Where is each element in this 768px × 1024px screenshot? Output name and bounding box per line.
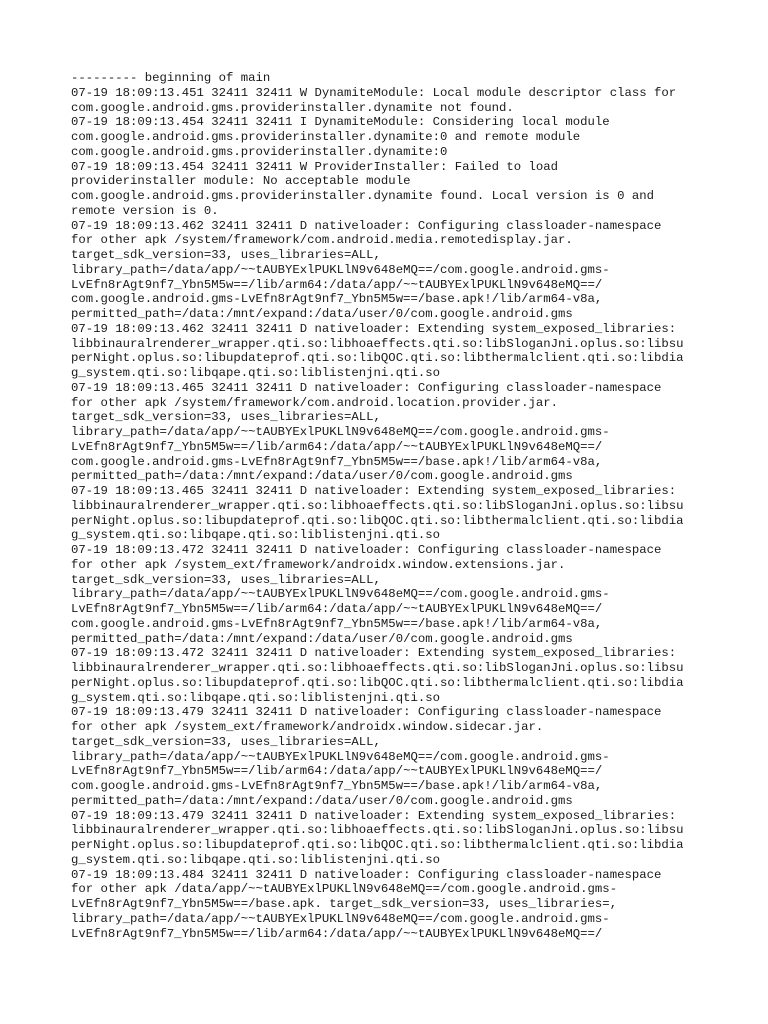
log-line: libbinauralrenderer_wrapper.qti.so:libhoaeffects.qti.so:libSloganJni.oplus.so:libsu xyxy=(71,661,684,675)
log-line: perNight.oplus.so:libupdateprof.qti.so:libQOC.qti.so:libthermalclient.qti.so:libdia xyxy=(71,675,684,690)
log-line: 07-19 18:09:13.472 32411 32411 D nativeloader: Extending system_exposed_libraries: xyxy=(71,646,677,661)
log-line: for other apk /system_ext/framework/androidx.window.extensions.jar. xyxy=(71,557,566,572)
log-line: target_sdk_version=33, uses_libraries=ALL, xyxy=(71,410,381,425)
log-line: for other apk /data/app/~~tAUBYExlPUKLlN9v648eMQ==/com.google.android.gms- xyxy=(71,882,618,897)
log-line: perNight.oplus.so:libupdateprof.qti.so:libQOC.qti.so:libthermalclient.qti.so:libdia xyxy=(71,838,684,852)
log-line: LvEfn8rAgt9nf7_Ybn5M5w==/lib/arm64:/data/app/~~tAUBYExlPUKLlN9v648eMQ==/ xyxy=(71,277,603,292)
log-line: 07-19 18:09:13.454 32411 32411 I DynamiteModule: Considering local module xyxy=(71,115,610,130)
log-line: libbinauralrenderer_wrapper.qti.so:libhoaeffects.qti.so:libSloganJni.oplus.so:libsu xyxy=(71,823,684,838)
log-line: g_system.qti.so:libqape.qti.so:liblistenjni.qti.so xyxy=(71,690,440,705)
log-line: target_sdk_version=33, uses_libraries=ALL, xyxy=(71,248,381,262)
log-line: library_path=/data/app/~~tAUBYExlPUKLlN9v648eMQ==/com.google.android.gms- xyxy=(71,587,610,602)
log-line: perNight.oplus.so:libupdateprof.qti.so:libQOC.qti.so:libthermalclient.qti.so:libdia xyxy=(71,513,684,528)
log-line: com.google.android.gms.providerinstaller.dynamite:0 xyxy=(71,144,448,159)
log-line: library_path=/data/app/~~tAUBYExlPUKLlN9v648eMQ==/com.google.android.gms- xyxy=(71,262,610,277)
log-line: 07-19 18:09:13.479 32411 32411 D nativeloader: Configuring classloader-namespace xyxy=(71,705,662,720)
log-line: permitted_path=/data:/mnt/expand:/data/user/0/com.google.android.gms xyxy=(71,307,573,321)
log-line: LvEfn8rAgt9nf7_Ybn5M5w==/base.apk. target_sdk_version=33, uses_libraries=, xyxy=(71,897,618,911)
log-line: library_path=/data/app/~~tAUBYExlPUKLlN9v648eMQ==/com.google.android.gms- xyxy=(71,749,610,764)
log-line: com.google.android.gms.providerinstaller.dynamite found. Local version is 0 and xyxy=(71,189,654,203)
log-line: com.google.android.gms-LvEfn8rAgt9nf7_Ybn5M5w==/base.apk!/lib/arm64-v8a, xyxy=(71,779,603,793)
log-line: library_path=/data/app/~~tAUBYExlPUKLlN9v648eMQ==/com.google.android.gms- xyxy=(71,425,610,439)
log-line: target_sdk_version=33, uses_libraries=ALL, xyxy=(71,734,381,749)
log-line: 07-19 18:09:13.462 32411 32411 D nativeloader: Configuring classloader-namespace xyxy=(71,218,662,233)
log-line: libbinauralrenderer_wrapper.qti.so:libhoaeffects.qti.so:libSloganJni.oplus.so:libsu xyxy=(71,498,684,513)
log-line: LvEfn8rAgt9nf7_Ybn5M5w==/lib/arm64:/data/app/~~tAUBYExlPUKLlN9v648eMQ==/ xyxy=(71,926,603,941)
log-line: for other apk /system/framework/com.android.location.provider.jar. xyxy=(71,395,559,410)
log-line: g_system.qti.so:libqape.qti.so:liblistenjni.qti.so xyxy=(71,852,440,867)
log-line: g_system.qti.so:libqape.qti.so:liblistenjni.qti.so xyxy=(71,366,440,380)
log-text-block xyxy=(71,71,721,941)
log-line: 07-19 18:09:13.462 32411 32411 D nativeloader: Extending system_exposed_libraries: xyxy=(71,321,677,336)
log-line: library_path=/data/app/~~tAUBYExlPUKLlN9v648eMQ==/com.google.android.gms- xyxy=(71,911,610,926)
log-line: libbinauralrenderer_wrapper.qti.so:libhoaeffects.qti.so:libSloganJni.oplus.so:libsu xyxy=(71,336,684,351)
log-line: LvEfn8rAgt9nf7_Ybn5M5w==/lib/arm64:/data/app/~~tAUBYExlPUKLlN9v648eMQ==/ xyxy=(71,602,603,616)
log-line: target_sdk_version=33, uses_libraries=ALL, xyxy=(71,572,381,587)
log-line: providerinstaller module: No acceptable module xyxy=(71,174,411,189)
log-line: remote version is 0. xyxy=(71,203,219,218)
log-line: com.google.android.gms.providerinstaller.dynamite not found. xyxy=(71,100,514,115)
log-line: permitted_path=/data:/mnt/expand:/data/user/0/com.google.android.gms xyxy=(71,469,573,484)
log-line: com.google.android.gms-LvEfn8rAgt9nf7_Ybn5M5w==/base.apk!/lib/arm64-v8a, xyxy=(71,292,603,307)
log-line: com.google.android.gms-LvEfn8rAgt9nf7_Ybn5M5w==/base.apk!/lib/arm64-v8a, xyxy=(71,454,603,469)
log-line: LvEfn8rAgt9nf7_Ybn5M5w==/lib/arm64:/data/app/~~tAUBYExlPUKLlN9v648eMQ==/ xyxy=(71,764,603,779)
log-line: 07-19 18:09:13.465 32411 32411 D nativeloader: Configuring classloader-namespace xyxy=(71,380,662,395)
log-line: com.google.android.gms.providerinstaller.dynamite:0 and remote module xyxy=(71,130,581,144)
log-line: 07-19 18:09:13.465 32411 32411 D nativeloader: Extending system_exposed_libraries: xyxy=(71,484,677,498)
log-line: 07-19 18:09:13.484 32411 32411 D nativeloader: Configuring classloader-namespace xyxy=(71,867,662,882)
log-line: --------- beginning of main xyxy=(71,71,271,85)
log-line: 07-19 18:09:13.472 32411 32411 D nativeloader: Configuring classloader-namespace xyxy=(71,543,662,557)
log-line: 07-19 18:09:13.479 32411 32411 D nativeloader: Extending system_exposed_libraries: xyxy=(71,808,677,823)
log-line: permitted_path=/data:/mnt/expand:/data/user/0/com.google.android.gms xyxy=(71,793,573,808)
log-line: for other apk /system_ext/framework/androidx.window.sidecar.jar. xyxy=(71,720,544,734)
log-line: for other apk /system/framework/com.android.media.remotedisplay.jar. xyxy=(71,233,573,248)
log-line: g_system.qti.so:libqape.qti.so:liblistenjni.qti.so xyxy=(71,528,440,543)
log-line: 07-19 18:09:13.451 32411 32411 W DynamiteModule: Local module descriptor class for xyxy=(71,85,677,100)
log-line: LvEfn8rAgt9nf7_Ybn5M5w==/lib/arm64:/data/app/~~tAUBYExlPUKLlN9v648eMQ==/ xyxy=(71,439,603,454)
log-line: permitted_path=/data:/mnt/expand:/data/user/0/com.google.android.gms xyxy=(71,631,573,646)
log-line: perNight.oplus.so:libupdateprof.qti.so:libQOC.qti.so:libthermalclient.qti.so:libdia xyxy=(71,351,684,366)
log-line: com.google.android.gms-LvEfn8rAgt9nf7_Ybn5M5w==/base.apk!/lib/arm64-v8a, xyxy=(71,616,603,631)
log-line: 07-19 18:09:13.454 32411 32411 W ProviderInstaller: Failed to load xyxy=(71,159,559,174)
